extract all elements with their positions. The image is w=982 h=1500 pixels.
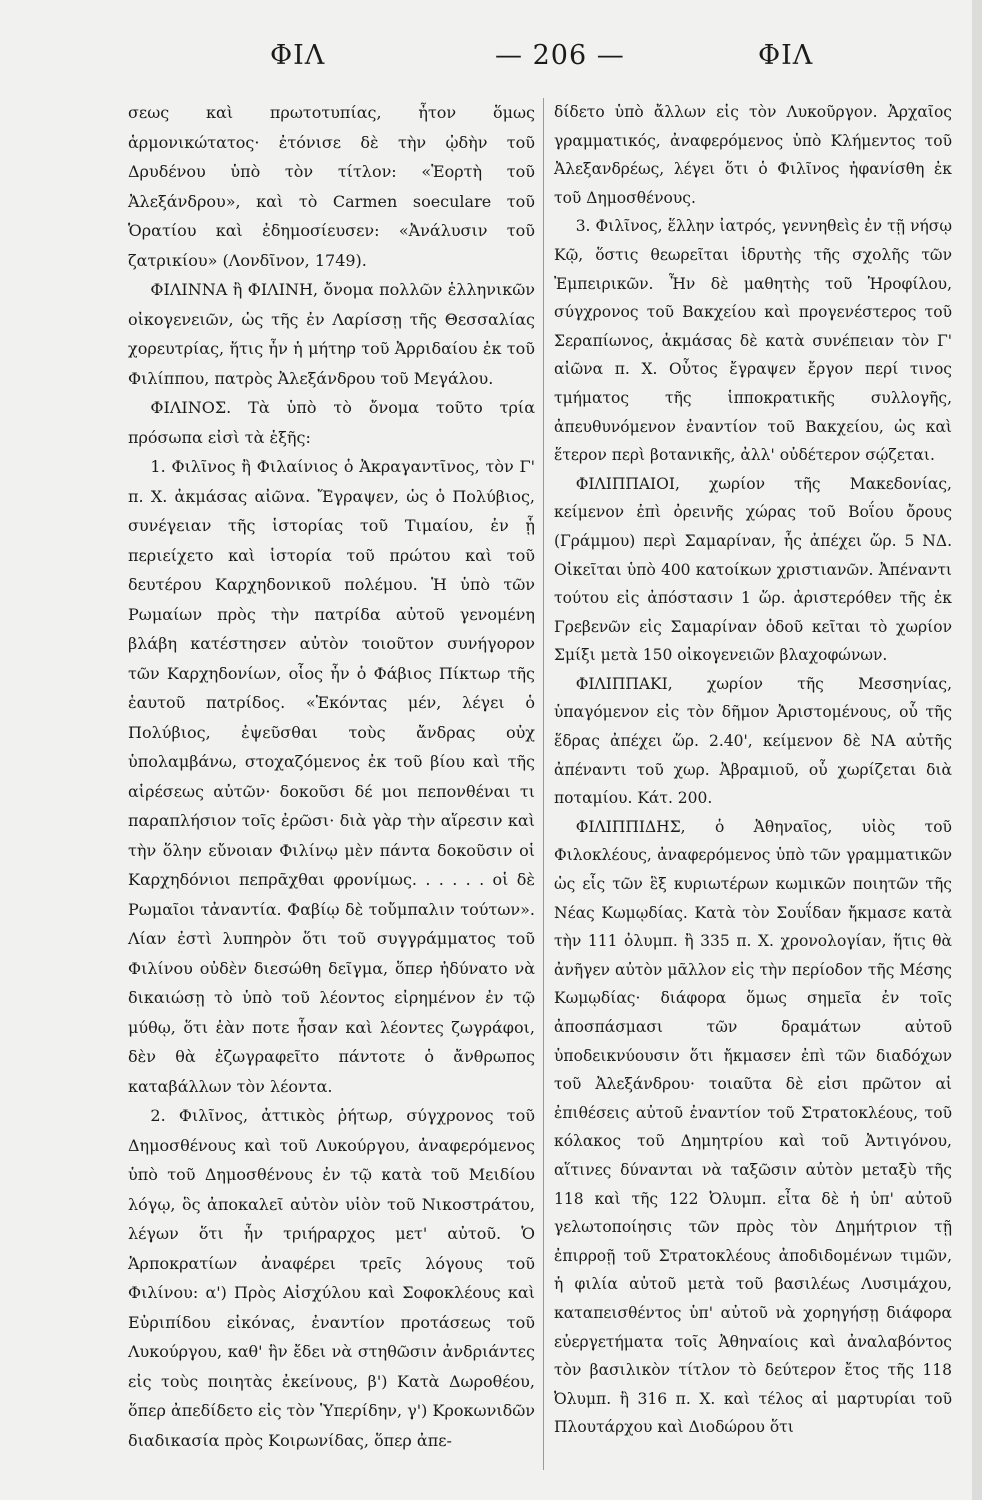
entry-filinos: ΦΙΛΙΝΟΣ. Τὰ ὑπὸ τὸ ὄνομα τοῦτο τρία πρόσωπα εἰσὶ τὰ ἑξῆς:	[128, 398, 535, 447]
entry-filippaioi: ΦΙΛΙΠΠΑΙΟΙ, χωρίον τῆς Μακεδονίας, κείμενον ἐπὶ ὀρεινῆς χώρας τοῦ Βοΐου ὄρους (Γράμμου) περὶ Σαμαρίναν, ἧς ἀπέχει ὥρ. 5 ΝΔ. Οἰκεῖται ὑπὸ 400 κατοίκων χριστιανῶν. Ἀπέναντι τούτου εἰς ἀπόστασιν 1 ὥρ. ἀριστερόθεν τῆς ἐκ Γρεβενῶν εἰς Σαμαρίναν ὁδοῦ κεῖται τὸ χωρίον Σμίξι μετὰ 150 οἰκογενειῶν βλαχοφώνων.	[554, 474, 952, 665]
header-right-keyword: ΦΙΛ	[758, 40, 814, 71]
entry-filinna: ΦΙΛΙΝΝΑ ἢ ΦΙΛΙΝΗ, ὄνομα πολλῶν ἑλληνικῶν οἰκογενειῶν, ὡς τῆς ἐν Λαρίσσῃ τῆς Θεσσαλίας χορευτρίας, ἥτις ἦν ἡ μήτηρ τοῦ Ἀρριδαίου ἐκ τοῦ Φιλίππου, πατρὸς Ἀλεξάνδρου τοῦ Μεγάλου.	[128, 280, 535, 388]
header-left-keyword: ΦΙΛ	[270, 40, 326, 71]
entry-filippaki: ΦΙΛΙΠΠΑΚΙ, χωρίον τῆς Μεσσηνίας, ὑπαγόμενον εἰς τὸν δῆμον Ἀριστομένους, οὗ τῆς ἕδρας ἀπέχει ὥρ. 2.40', κείμενον δὲ ΝΑ αὐτῆς ἀπέναντι τοῦ χωρ. Ἀβραμιοῦ, οὗ χωρίζεται διὰ ποταμίου. Κάτ. 200.	[554, 674, 952, 808]
entry-filinos-3: 3. Φιλῖνος, ἕλλην ἰατρός, γεννηθεὶς ἐν τῇ νήσῳ Κῷ, ὅστις θεωρεῖται ἱδρυτὴς τῆς σχολῆς τῶν Ἐμπειρικῶν. Ἦν δὲ μαθητὴς τοῦ Ἡροφίλου, σύγχρονος τοῦ Βακχείου καὶ προγενέστερος τοῦ Σεραπίωνος, ἀκμάσας δὲ κατὰ συνέπειαν τὸν Γ' αἰῶνα π. Χ. Οὗτος ἔγραψεν ἔργον περί τινος τμήματος τῆς ἱπποκρατικῆς συλλογῆς, ἀπευθυνόμενον ἐναντίον τοῦ Βακχείου, ὡς καὶ ἕτερον περὶ βοτανικῆς, ἀλλ' οὐδέτερον σῴζεται.	[554, 217, 952, 465]
paragraph-continuation: σεως καὶ πρωτοτυπίας, ἦτον ὅμως ἁρμονικώτατος· ἐτόνισε δὲ τὴν ᾠδὴν τοῦ Δρυδένου ὑπὸ τὸν τίτλον: «Ἑορτὴ τοῦ Ἀλεξάνδρου», καὶ τὸ Carmen soeculare τοῦ Ὁρατίου καὶ ἐδημοσίευσεν: «Ἀνάλυσιν τοῦ ζατρικίου» (Λονδῖνον, 1749).	[128, 103, 535, 270]
right-column	[554, 98, 952, 1442]
running-header	[110, 40, 950, 100]
entry-filinos-2: 2. Φιλῖνος, ἀττικὸς ῥήτωρ, σύγχρονος τοῦ Δημοσθένους καὶ τοῦ Λυκούργου, ἀναφερόμενος ὑπὸ τοῦ Δημοσθένους ἐν τῷ κατὰ τοῦ Μειδίου λόγῳ, ὃς ἀποκαλεῖ αὐτὸν υἱὸν τοῦ Νικοστράτου, λέγων ὅτι ἦν τριήραρχος μετ' αὐτοῦ. Ὁ Ἁρποκρατίων ἀναφέρει τρεῖς λόγους τοῦ Φιλίνου: α') Πρὸς Αἰσχύλου καὶ Σοφοκλέους καὶ Εὐριπίδου εἰκόνας, ἐναντίον προτάσεως τοῦ Λυκούργου, καθ' ἣν ἔδει νὰ στηθῶσιν ἀνδριάντες εἰς τοὺς ποιητὰς ἐκείνους, β') Κατὰ Δωροθέου, ὅπερ ἀπεδίδετο εἰς τὸν Ὑπερίδην, γ') Κροκωνιδῶν διαδικασία πρὸς Κοιρωνίδας, ὅπερ ἀπε-	[128, 1106, 535, 1450]
column-divider	[543, 98, 544, 1470]
page-number: — 206 —	[495, 40, 625, 71]
page-edge	[972, 0, 982, 1500]
paragraph-continuation: δίδετο ὑπὸ ἄλλων εἰς τὸν Λυκοῦργον. Ἀρχαῖος γραμματικός, ἀναφερόμενος ὑπὸ Κλήμεντος τοῦ Ἀλεξανδρέως, λέγει ὅτι ὁ Φιλῖνος ἠφανίσθη ἐκ τοῦ Δημοσθένους.	[554, 103, 952, 207]
entry-filippidis: ΦΙΛΙΠΠΙΔΗΣ, ὁ Ἀθηναῖος, υἱὸς τοῦ Φιλοκλέους, ἀναφερόμενος ὑπὸ τῶν γραμματικῶν ὡς εἷς τῶν ἓξ κυριωτέρων κωμικῶν ποιητῶν τῆς Νέας Κωμῳδίας. Κατὰ τὸν Σουΐδαν ἤκμασε κατὰ τὴν 111 ὀλυμπ. ἢ 335 π. Χ. χρονολογίαν, ἥτις θὰ ἀνῆγεν αὐτὸν μᾶλλον εἰς τὴν περίοδον τῆς Μέσης Κωμῳδίας· διάφορα ὅμως σημεῖα ἐν τοῖς ἀποσπάσμασι τῶν δραμάτων αὐτοῦ ὑποδεικνύουσιν ὅτι ἤκμασεν ἐπὶ τῶν διαδόχων τοῦ Ἀλεξάνδρου· τοιαῦτα δὲ εἰσι πρῶτον αἱ ἐπιθέσεις αὐτοῦ ἐναντίον τοῦ Στρατοκλέους, τοῦ κόλακος τοῦ Δημητρίου καὶ τοῦ Ἀντιγόνου, αἵτινες δύνανται νὰ ταξῶσιν αὐτὸν μεταξὺ τῆς 118 καὶ τῆς 122 Ὀλυμπ. εἶτα δὲ ἡ ὑπ' αὐτοῦ γελωτοποίησις τῶν πρὸς τὸν Δημήτριον τῇ ἐπιρροῇ τοῦ Στρατοκλέους ἀποδιδομένων τιμῶν, ἡ φιλία αὐτοῦ μετὰ τοῦ βασιλέως Λυσιμάχου, καταπεισθέντος ὑπ' αὐτοῦ νὰ χορηγήσῃ διάφορα εὐεργετήματα τοῖς Ἀθηναίοις καὶ ἀναλαβόντος τὸν βασιλικὸν τίτλον τὸ δεύτερον ἔτος τῆς 118 Ὀλυμπ. ἢ 316 π. Χ. καὶ τέλος αἱ μαρτυρίαι τοῦ Πλουτάρχου καὶ Διοδώρου ὅτι	[554, 817, 952, 1437]
left-column	[128, 98, 535, 1455]
entry-filinos-1: 1. Φιλῖνος ἢ Φιλαίνιος ὁ Ἀκραγαντῖνος, τὸν Γ' π. Χ. ἀκμάσας αἰῶνα. Ἔγραψεν, ὡς ὁ Πολύβιος, συνέγειαν τῆς ἱστορίας τοῦ Τιμαίου, ἐν ᾗ περιείχετο καὶ ἱστορία τοῦ πρώτου καὶ τοῦ δευτέρου Καρχηδονικοῦ πολέμου. Ἡ ὑπὸ τῶν Ρωμαίων πρὸς τὴν πατρίδα αὐτοῦ γενομένη βλάβη κατέστησεν αὐτὸν τοιοῦτον συνήγορον τῶν Καρχηδονίων, οἷος ἦν ὁ Φάβιος Πίκτωρ τῆς ἑαυτοῦ πατρίδος. «Ἑκόντας μέν, λέγει ὁ Πολύβιος, ἐψεῦσθαι τοὺς ἄνδρας οὐχ ὑπολαμβάνω, στοχαζόμενος ἐκ τοῦ βίου καὶ τῆς αἱρέσεως αὐτῶν· δοκοῦσι δέ μοι πεπονθέναι τι παραπλήσιον τοῖς ἐρῶσι· διὰ γὰρ τὴν αἵρεσιν καὶ τὴν ὅλην εὔνοιαν Φιλίνῳ μὲν πάντα δοκοῦσιν οἱ Καρχηδόνιοι πεπρᾶχθαι φρονίμως. . . . . . οἱ δὲ Ρωμαῖοι τἀναντία. Φαβίῳ δὲ τοὔμπαλιν τούτων». Λίαν ἐστὶ λυπηρὸν ὅτι τοῦ συγγράμματος τοῦ Φιλίνου οὐδὲν διεσώθη δεῖγμα, ὅπερ ἠδύνατο νὰ δικαιώσῃ τὸ ὑπὸ τοῦ λέοντος εἰρημένον ἐν τῷ μύθῳ, ὅτι ἐὰν ποτε ἦσαν καὶ λέοντες ζωγράφοι, δὲν θὰ ἐζωγραφεῖτο πάντοτε ὁ ἄνθρωπος καταβάλλων τὸν λέοντα.	[128, 457, 535, 1096]
